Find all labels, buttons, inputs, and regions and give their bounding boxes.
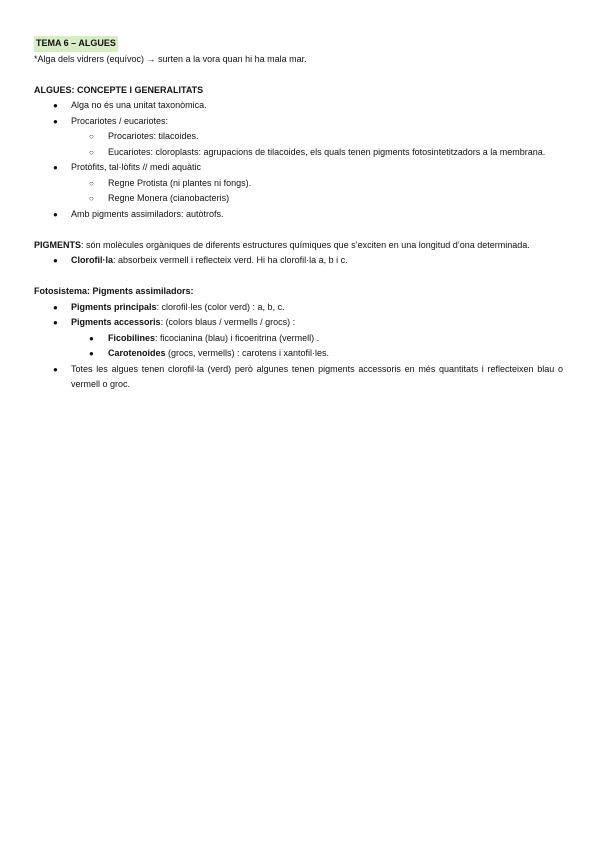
- sub-list-item: [34, 346, 563, 362]
- intro-note: *Alga dels vidrers (equívoc) → surten a la vora quan hi ha mala mar.: [34, 53, 307, 64]
- bullet-icon: ●: [53, 116, 58, 126]
- document-title: TEMA 6 – ALGUES: [34, 36, 118, 52]
- term-carotenoides: Carotenoides: [108, 348, 166, 358]
- list-item-text: Regne Monera (cianobacteris): [108, 193, 230, 203]
- bullet-icon: ●: [89, 349, 94, 358]
- list-item-text: : clorofil·les (color verd) : a, b, c.: [156, 301, 285, 312]
- spacer: [34, 222, 563, 238]
- list-item: [34, 160, 563, 176]
- list-item: [34, 300, 563, 316]
- bullet-icon: ●: [89, 333, 94, 343]
- sub-list-item: [34, 176, 563, 192]
- sub-list-item: [34, 331, 563, 347]
- list-item-text: Procariotes: tilacoides.: [108, 131, 199, 141]
- list-item: [34, 362, 563, 393]
- list-item-text: Protòfits, tal·lòfits // medi aquàtic: [71, 162, 202, 172]
- hollow-bullet-icon: ○: [89, 178, 94, 188]
- list-item: [34, 207, 563, 223]
- hollow-bullet-icon: ○: [89, 147, 94, 157]
- list-item-text: : absorbeix vermell i reflecteix verd. Hi ha clorofil·la a, b i c.: [113, 255, 348, 265]
- list-item-text: Alga no és una unitat taxonòmica.: [71, 100, 207, 110]
- list-item-text: : ficocianina (blau) i ficoeritrina (vermell) .: [155, 332, 320, 343]
- term-clorofila: Clorofil·la: [71, 255, 113, 265]
- list-item-text: Regne Protista (ni plantes ni fongs).: [108, 177, 252, 188]
- pigments-text: : són molècules orgàniques de diferents estructures químiques que s’exciten en una longitud d’ona determinada.: [81, 239, 530, 250]
- term-pigments-principals: Pigments principals: [71, 301, 157, 312]
- bullet-icon: ●: [53, 163, 58, 172]
- list-item-text: Amb pigments assimiladors: autòtrofs.: [71, 208, 224, 219]
- bullet-icon: ●: [53, 209, 58, 219]
- list-item: [34, 98, 563, 114]
- list-item-text: Eucariotes: cloroplasts: agrupacions de tilacoides, els quals tenen pigments fotosintetitzadors a la membrana.: [108, 146, 546, 157]
- term-pigments-accessoris: Pigments accessoris: [71, 317, 161, 327]
- hollow-bullet-icon: ○: [89, 194, 94, 203]
- section-heading-algues: ALGUES: CONCEPTE I GENERALITATS: [34, 84, 204, 95]
- term-ficobilines: Ficobilines: [108, 332, 156, 343]
- pigments-list: [34, 253, 563, 269]
- list-item-text: : (colors blaus / vermells / grocs) :: [160, 317, 296, 327]
- list-item-text: Procariotes / eucariotes:: [71, 115, 169, 126]
- spacer: [34, 269, 563, 285]
- list-item: [34, 114, 563, 130]
- bullet-icon: ●: [53, 318, 58, 327]
- sub-list-item: [34, 129, 563, 145]
- section-heading-pigments: PIGMENTS: [34, 239, 82, 250]
- bullet-icon: ●: [53, 302, 58, 312]
- document-title-line: [34, 36, 563, 52]
- list-item: [34, 253, 563, 269]
- list-item-text: (grocs, vermells) : carotens i xantofil·les.: [165, 348, 330, 358]
- spacer: [34, 67, 563, 83]
- sub-list-item: [34, 191, 563, 207]
- bullet-icon: ●: [53, 256, 58, 265]
- hollow-bullet-icon: ○: [89, 132, 94, 141]
- bullet-icon: ●: [53, 101, 58, 110]
- pigments-paragraph: [34, 238, 563, 254]
- fotosistema-list: [34, 300, 563, 393]
- section-heading-fotosistema: Fotosistema: Pigments assimiladors:: [34, 286, 194, 296]
- list-item-text: Totes les algues tenen clorofil·la (verd) però algunes tenen pigments accessoris en més quantitats i reflecteixen blau o vermell o groc.: [71, 363, 563, 389]
- sub-list-item: [34, 145, 563, 161]
- algues-list: [34, 98, 563, 222]
- list-item: [34, 315, 563, 331]
- bullet-icon: ●: [53, 364, 58, 374]
